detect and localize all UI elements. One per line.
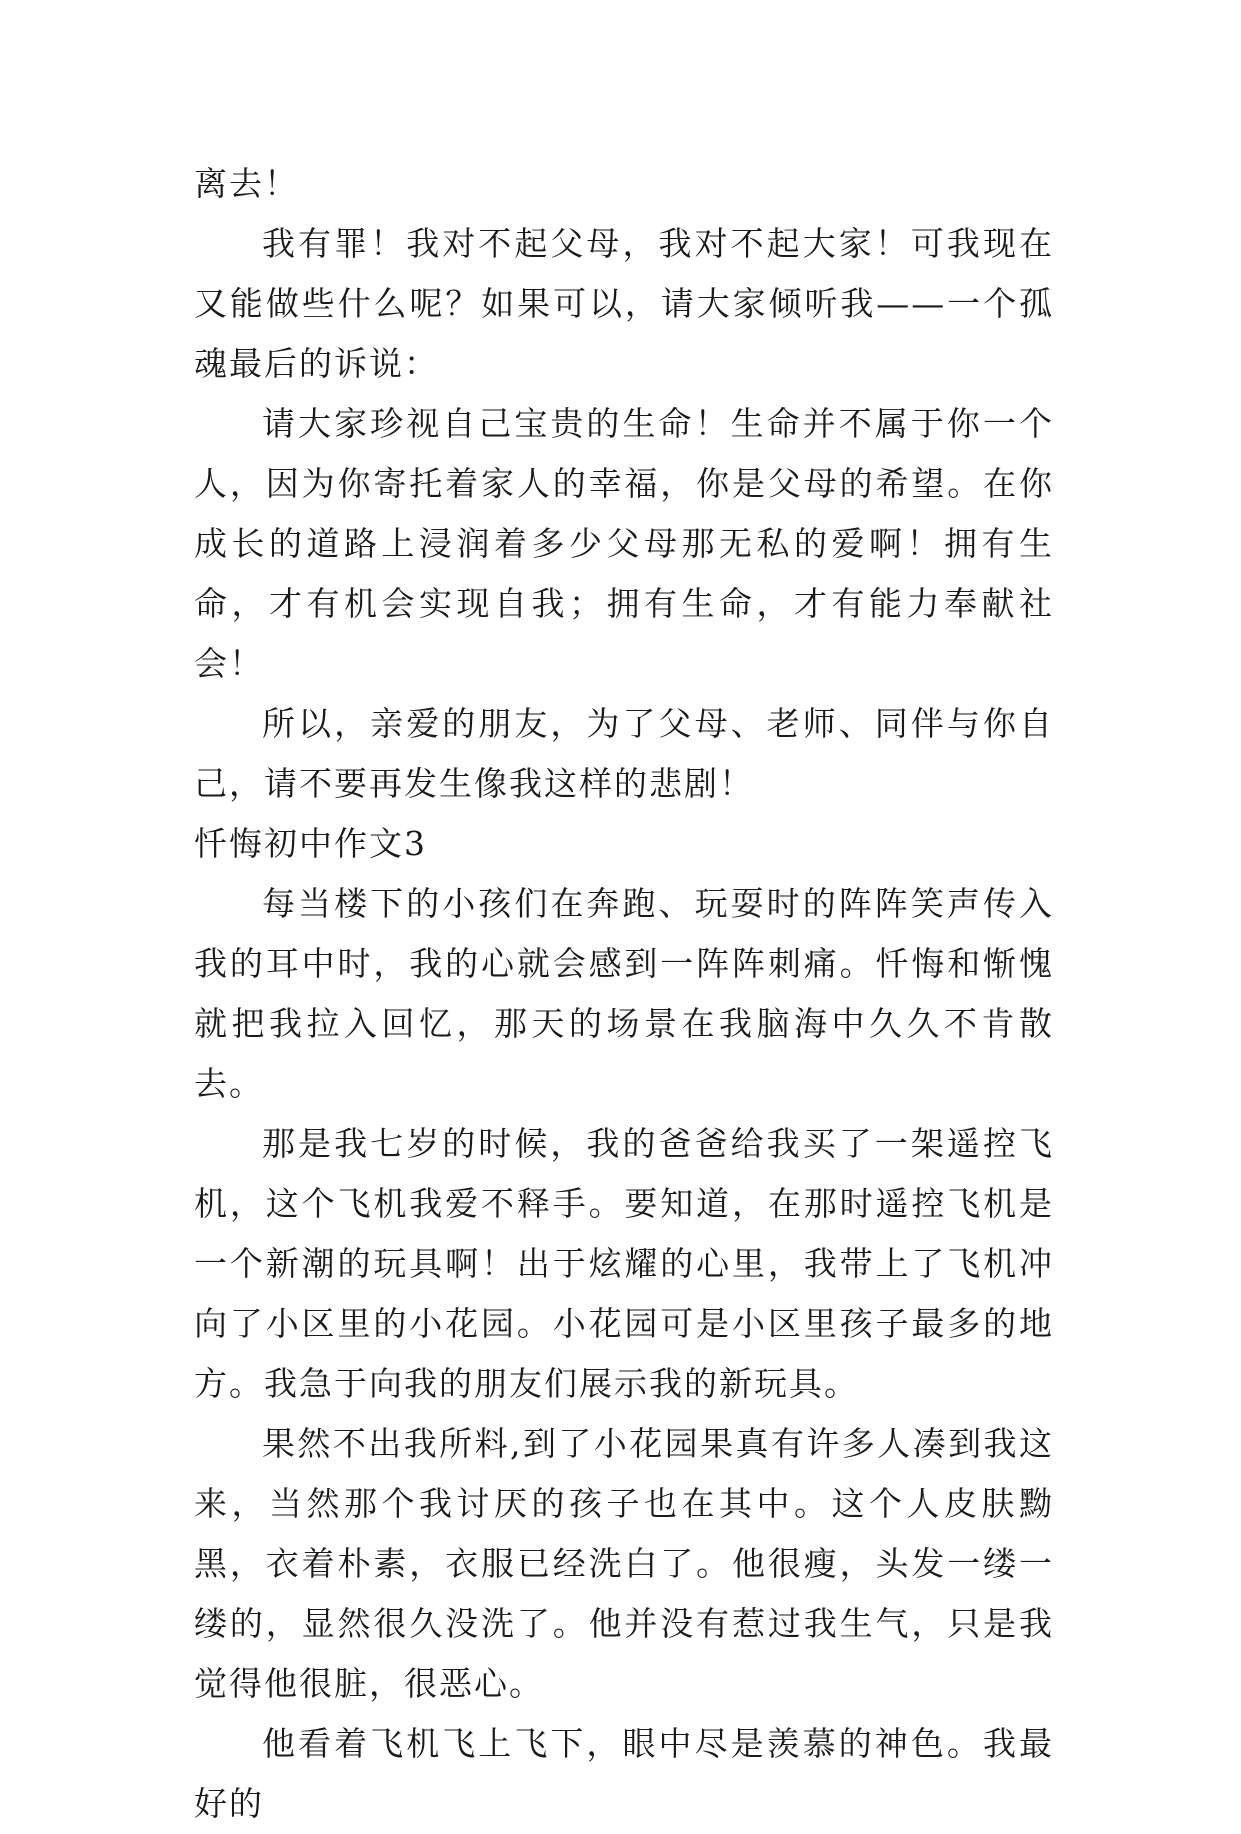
paragraph-closing-line: 离去！: [194, 164, 299, 203]
paragraph-confession: 我有罪！我对不起父母，我对不起大家！可我现在又能做些什么呢？如果可以，请大家倾听我——一个孤魂最后的诉说：: [194, 224, 1054, 383]
paragraph-appeal: 所以，亲爱的朋友，为了父母、老师、同伴与你自己，请不要再发生像我这样的悲剧！: [194, 704, 1054, 803]
paragraph-cherish-life: 请大家珍视自己宝贵的生命！生命并不属于你一个人，因为你寄托着家人的幸福，你是父母的希望。在你成长的道路上浸润着多少父母那无私的爱啊！拥有生命，才有机会实现自我；拥有生命，才有能力奉献社会！: [194, 404, 1054, 683]
paragraph-laughter: 每当楼下的小孩们在奔跑、玩耍时的阵阵笑声传入我的耳中时，我的心就会感到一阵阵刺痛。忏悔和惭愧就把我拉入回忆，那天的场景在我脑海中久久不肯散去。: [194, 884, 1054, 1103]
document-body: [194, 154, 1054, 1834]
essay-title: 忏悔初中作文3: [194, 824, 427, 863]
paragraph-envy: 他看着飞机飞上飞下，眼中尽是羡慕的神色。我最好的: [194, 1724, 1054, 1823]
paragraph-garden-crowd: 果然不出我所料,到了小花园果真有许多人凑到我这来，当然那个我讨厌的孩子也在其中。这个人皮肤黝黑，衣着朴素，衣服已经洗白了。他很瘦，头发一缕一缕的，显然很久没洗了。他并没有惹过我生气，只是我觉得他很脏，很恶心。: [194, 1424, 1054, 1703]
paragraph-remote-plane: 那是我七岁的时候，我的爸爸给我买了一架遥控飞机，这个飞机我爱不释手。要知道，在那时遥控飞机是一个新潮的玩具啊！出于炫耀的心里，我带上了飞机冲向了小区里的小花园。小花园可是小区里孩子最多的地方。我急于向我的朋友们展示我的新玩具。: [194, 1124, 1054, 1403]
